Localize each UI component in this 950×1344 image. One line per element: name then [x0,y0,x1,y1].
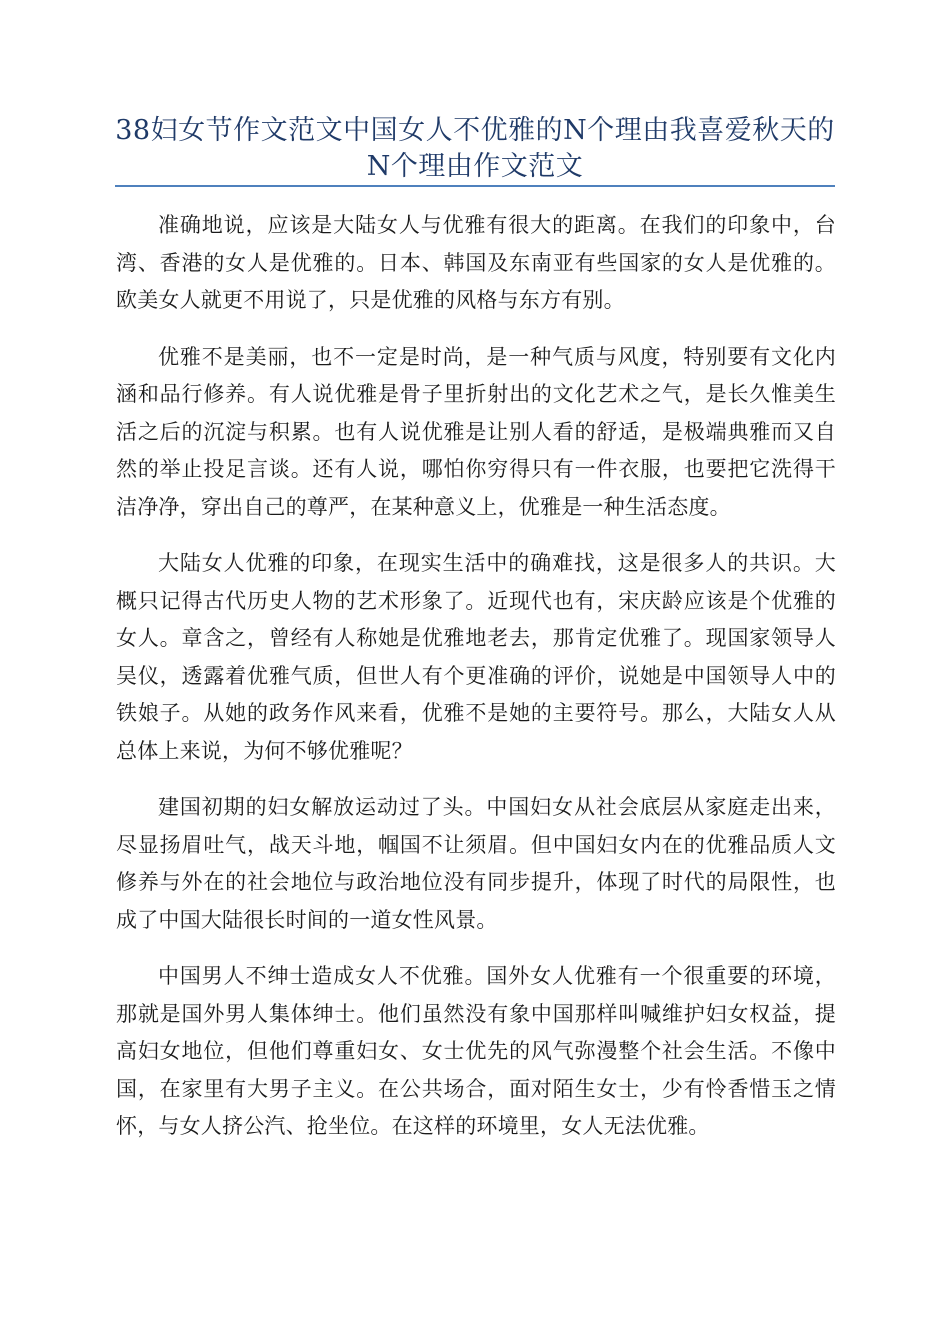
paragraph-5: 中国男人不绅士造成女人不优雅。国外女人优雅有一个很重要的环境，那就是国外男人集体绅士。他们虽然没有象中国那样叫喊维护妇女权益，提高妇女地位，但他们尊重妇女、女士优先的风气弥漫整个社会生活。不像中国，在家里有大男子主义。在公共场合，面对陌生女士，少有怜香惜玉之情怀，与女人挤公汽、抢坐位。在这样的环境里，女人无法优雅。 [116,964,836,1138]
paragraph-1: 准确地说，应该是大陆女人与优雅有很大的距离。在我们的印象中，台湾、香港的女人是优雅的。日本、韩国及东南亚有些国家的女人是优雅的。欧美女人就更不用说了，只是优雅的风格与东方有别。 [116,213,836,312]
title-underline [115,185,835,187]
paragraph-2: 优雅不是美丽，也不一定是时尚，是一种气质与风度，特别要有文化内涵和品行修养。有人说优雅是骨子里折射出的文化艺术之气，是长久惟美生活之后的沉淀与积累。也有人说优雅是让别人看的舒适，是极端典雅而又自然的举止投足言谈。还有人说，哪怕你穷得只有一件衣服，也要把它洗得干洁净净，穿出自己的尊严，在某种意义上，优雅是一种生活态度。 [116,344,836,519]
document-body [116,207,836,1165]
document-title: 38妇女节作文范文中国女人不优雅的N个理由我喜爱秋天的N个理由作文范文 [115,115,835,182]
paragraph-4: 建国初期的妇女解放运动过了头。中国妇女从社会底层从家庭走出来，尽显扬眉吐气，战天斗地，帼国不让须眉。但中国妇女内在的优雅品质人文修养与外在的社会地位与政治地位没有同步提升，体现了时代的局限性，也成了中国大陆很长时间的一道女性风景。 [116,795,836,932]
paragraph-3: 大陆女人优雅的印象，在现实生活中的确难找，这是很多人的共识。大概只记得古代历史人物的艺术形象了。近现代也有，宋庆龄应该是个优雅的女人。章含之，曾经有人称她是优雅地老去，那肯定优雅了。现国家领导人吴仪，透露着优雅气质，但世人有个更准确的评价，说她是中国领导人中的铁娘子。从她的政务作风来看，优雅不是她的主要符号。那么，大陆女人从总体上来说，为何不够优雅呢？ [116,551,836,763]
